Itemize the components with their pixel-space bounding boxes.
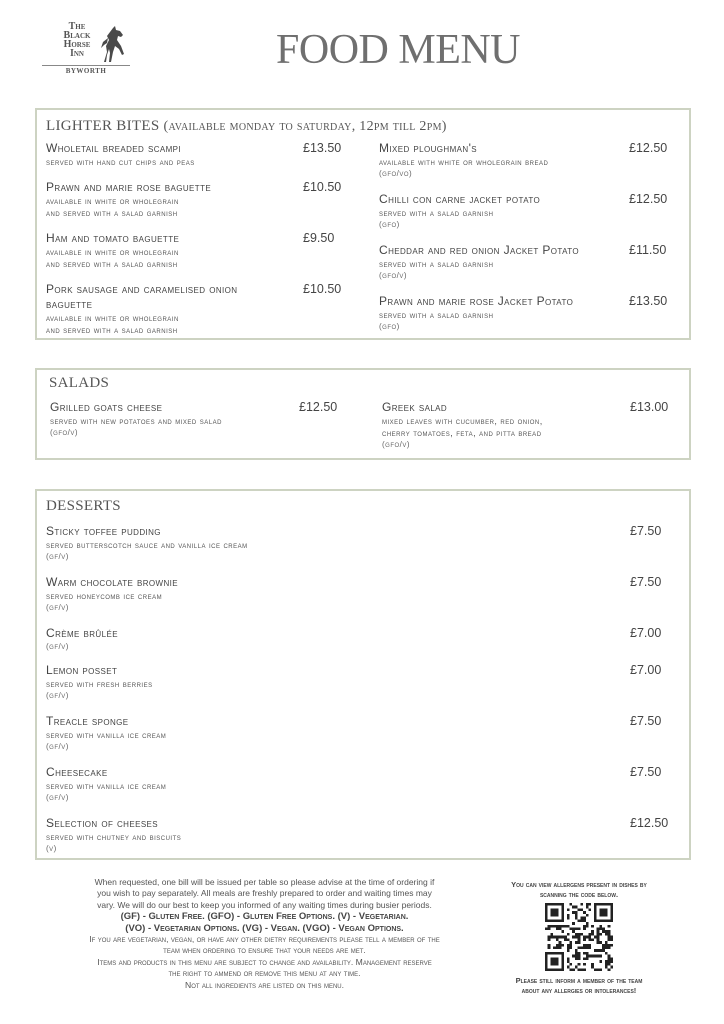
item-diet-tag: (gfo/v)	[50, 428, 79, 437]
item-desc: served honeycomb ice cream	[46, 591, 163, 601]
logo-place: BYWORTH	[65, 67, 107, 75]
menu-item	[379, 243, 579, 282]
footer-line: team when ordering to ensure that your needs are met.	[163, 945, 366, 956]
item-name: Lemon posset	[46, 663, 118, 677]
menu-item	[46, 575, 178, 614]
menu-item	[46, 524, 248, 563]
salads-heading: SALADS	[49, 375, 110, 391]
salads-section	[35, 368, 691, 460]
item-desc: mixed leaves with cucumber, red onion,	[382, 416, 543, 426]
footer-line: Not all ingredients are listed on this menu.	[185, 979, 344, 990]
menu-item	[46, 141, 195, 168]
lighter-bites-title: LIGHTER BITES	[46, 118, 160, 134]
menu-item	[46, 282, 237, 336]
menu-item	[46, 180, 211, 219]
allergen-note	[488, 880, 670, 900]
item-name: Chilli con carne jacket potato	[379, 192, 541, 206]
item-desc: served with a salad garnish	[379, 208, 494, 218]
allergy-line: about any allergies or intolerances!	[521, 986, 637, 995]
footer-line: When requested, one bill will be issued per table so please advise at the time of ordering if	[94, 877, 435, 887]
allergy-reminder	[488, 976, 670, 996]
item-name: Prawn and marie rose Jacket Potato	[379, 294, 574, 308]
item-price: £12.50	[299, 400, 338, 414]
item-desc: served with hand cut chips and peas	[46, 157, 195, 167]
item-desc: served with new potatoes and mixed salad	[50, 416, 222, 426]
item-name: Wholetail breaded scampi	[46, 141, 182, 155]
footer-line: If you are vegetarian, vegan, or have any other dietry requirements please tell a member of the	[89, 934, 440, 945]
footer-line: the right to ammend or remove this menu at any time.	[168, 968, 361, 979]
logo-line1: The	[68, 21, 86, 32]
item-desc: served with a salad garnish	[379, 259, 494, 269]
menu-item	[379, 192, 540, 231]
item-name: Prawn and marie rose baguette	[46, 180, 212, 194]
item-desc: available with white or wholegrain bread	[379, 157, 549, 167]
item-price: £13.50	[629, 294, 668, 308]
desserts-section	[35, 489, 691, 860]
item-price: £10.50	[303, 282, 342, 296]
logo-line2: Black	[63, 30, 91, 41]
menu-item	[50, 400, 222, 439]
item-price: £7.50	[630, 714, 662, 728]
item-price: £12.50	[629, 141, 668, 155]
footer-line: you wish to pay separately. All meals are freshly prepared to order and waiting times may	[97, 888, 432, 899]
item-desc: and served with a salad garnish	[46, 259, 178, 269]
footer-info	[62, 877, 467, 991]
item-diet-tag: (gfo)	[379, 220, 400, 229]
item-desc: served with chutney and biscuits	[46, 832, 182, 842]
item-name-cont: baguette	[46, 297, 93, 311]
lighter-bites-section	[35, 108, 691, 340]
item-name: Warm chocolate brownie	[46, 575, 178, 589]
item-desc: available in white or wholegrain	[46, 196, 179, 206]
item-desc: and served with a salad garnish	[46, 208, 178, 218]
item-price: £7.50	[630, 575, 662, 589]
menu-item	[46, 663, 153, 702]
lighter-bites-note: (available monday to saturday, 12pm till 2pm)	[163, 119, 447, 134]
menu-item	[46, 714, 166, 753]
item-price: £7.50	[630, 524, 662, 538]
item-desc: available in white or wholegrain	[46, 247, 179, 257]
item-desc: available in white or wholegrain	[46, 313, 179, 323]
menu-item	[46, 231, 179, 270]
item-price: £11.50	[629, 243, 667, 257]
logo-line4: Inn	[69, 48, 84, 59]
menu-item	[379, 294, 573, 333]
item-name: Ham and tomato baguette	[46, 231, 180, 245]
item-price: £7.00	[630, 626, 662, 640]
item-name: Cheddar and red onion Jacket Potato	[379, 243, 580, 257]
item-desc: served butterscotch sauce and vanilla ice cream	[46, 540, 248, 550]
item-price: £13.00	[630, 400, 669, 414]
footer-line: vary. We will do our best to keep you informed of any waiting times during busier periods.	[97, 899, 432, 910]
item-name: Cheesecake	[46, 765, 108, 779]
logo-line3: Horse	[63, 39, 91, 50]
logo-divider	[42, 65, 130, 66]
item-price: £12.50	[629, 192, 668, 206]
item-diet-tag: (gf/v)	[46, 793, 69, 802]
item-name: Sticky toffee pudding	[46, 524, 161, 538]
item-diet-tag: (v)	[46, 844, 57, 853]
item-desc: served with vanilla ice cream	[46, 730, 167, 740]
item-desc: and served with a salad garnish	[46, 325, 178, 335]
item-price: £12.50	[630, 816, 669, 830]
logo	[42, 22, 132, 76]
item-diet-tag: (gfo/vo)	[379, 169, 413, 178]
item-diet-tag: (gf/v)	[46, 603, 69, 612]
item-desc: served with fresh berries	[46, 679, 153, 689]
item-name: Greek salad	[382, 400, 448, 414]
item-desc: served with vanilla ice cream	[46, 781, 167, 791]
diet-key: (VO) - Vegetarian Options. (VG) - Vegan. (VGO) - Vegan Options.	[125, 922, 404, 934]
item-diet-tag: (gf/v)	[46, 742, 69, 751]
item-diet-tag: (gfo/v)	[379, 271, 408, 280]
page-title: FOOD MENU	[276, 27, 521, 73]
item-diet-tag: (gfo)	[379, 322, 400, 331]
desserts-heading: DESSERTS	[46, 498, 121, 514]
item-desc: served with a salad garnish	[379, 310, 494, 320]
item-diet-tag: (gf/v)	[46, 552, 69, 561]
menu-item	[46, 765, 166, 804]
item-diet-tag: (gf/v)	[46, 642, 69, 651]
footer-line: Items and products in this menu are subject to change and availability. Management reserve	[97, 956, 432, 967]
item-desc: cherry tomatoes, feta, and pitta bread	[382, 428, 542, 438]
menu-item	[46, 816, 181, 855]
logo-text	[50, 22, 104, 58]
item-name: Mixed ploughman's	[379, 141, 477, 155]
item-price: £13.50	[303, 141, 342, 155]
allergen-line: scanning the code below.	[539, 890, 619, 899]
menu-item	[379, 141, 548, 180]
item-name: Crème brûlée	[46, 626, 118, 640]
lighter-bites-heading	[46, 118, 447, 135]
menu-item	[382, 400, 543, 451]
diet-key: (GF) - Gluten Free. (GFO) - Gluten Free Options. (V) - Vegetarian.	[120, 911, 409, 923]
item-price: £7.50	[630, 765, 662, 779]
qr-code-icon[interactable]	[545, 903, 613, 971]
item-price: £10.50	[303, 180, 342, 194]
item-diet-tag: (gf/v)	[46, 691, 69, 700]
horse-icon	[98, 24, 130, 64]
item-price: £7.00	[630, 663, 662, 677]
item-price: £9.50	[303, 231, 335, 245]
item-diet-tag: (gfo/v)	[382, 440, 411, 449]
item-name: Selection of cheeses	[46, 816, 159, 830]
item-name: Pork sausage and caramelised onion	[46, 282, 238, 296]
item-name: Grilled goats cheese	[50, 400, 163, 414]
menu-item	[46, 626, 118, 653]
allergy-line: Please still inform a member of the team	[515, 976, 643, 985]
allergen-line: You can view allergens present in dishes by	[511, 880, 647, 889]
item-name: Treacle sponge	[46, 714, 129, 728]
